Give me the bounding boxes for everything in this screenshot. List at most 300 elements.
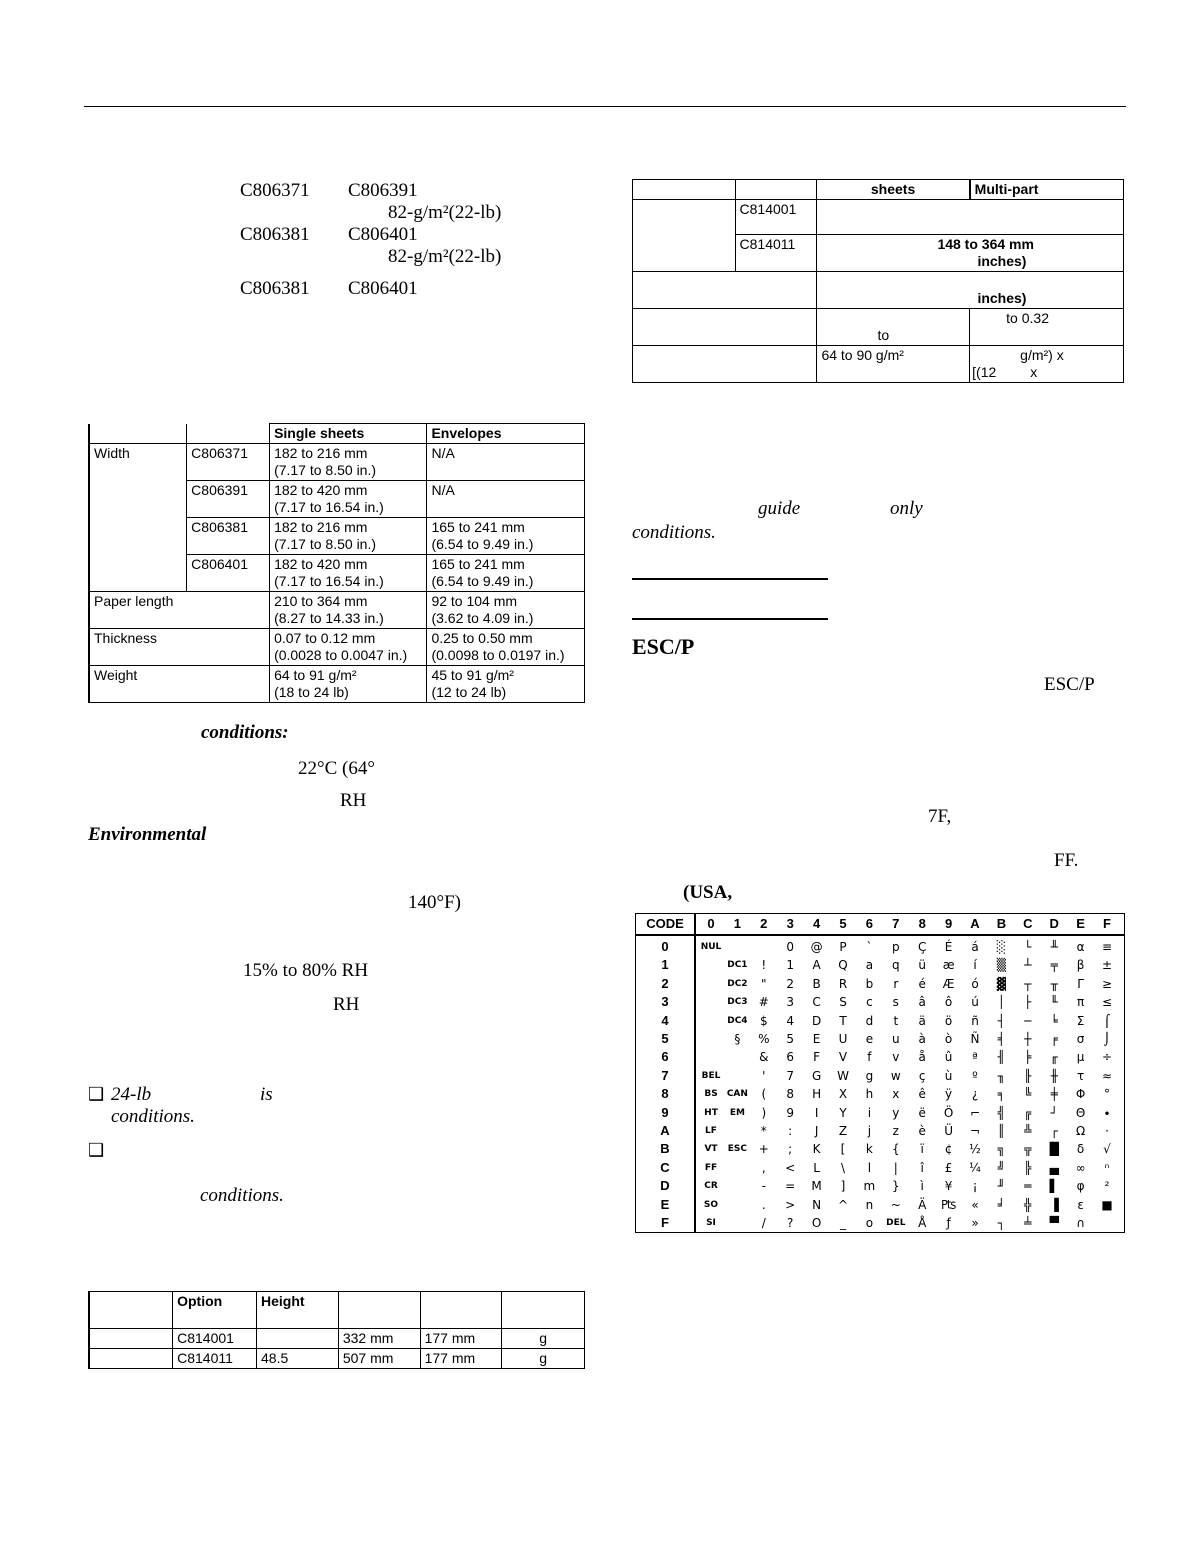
char-cell: 0 xyxy=(786,940,794,954)
char-cell: T xyxy=(839,1013,847,1028)
char-cell: 2 xyxy=(786,976,794,991)
char-cell: R xyxy=(838,976,848,991)
char-cell: ú xyxy=(971,995,979,1010)
value-line: (18 to 24 lb) xyxy=(274,684,349,700)
char-cell: DC2 xyxy=(727,978,748,989)
char-cell: ▒ xyxy=(996,958,1006,973)
char-cell: ╖ xyxy=(997,1068,1005,1083)
char-cell: É xyxy=(944,940,953,954)
checkbox-icon: ❑ xyxy=(88,1140,105,1160)
char-cell: } xyxy=(891,1179,900,1194)
header-option: Option xyxy=(173,1292,257,1329)
table-row xyxy=(633,309,1124,346)
table-row xyxy=(89,629,585,666)
env-cell xyxy=(427,444,585,481)
env-cell xyxy=(427,555,585,592)
cell xyxy=(817,235,1124,272)
char-cell: ≈ xyxy=(1101,1068,1113,1083)
char-cell: j xyxy=(867,1124,872,1138)
char-cell: b xyxy=(865,976,874,991)
char-cell: Z xyxy=(838,1124,848,1138)
single-cell xyxy=(270,481,427,518)
code-c806381-b: C806381 xyxy=(240,278,310,299)
char-cell: e xyxy=(865,1032,874,1046)
column-header: B xyxy=(996,916,1007,931)
char-cell: ! xyxy=(761,958,767,973)
char-cell: § xyxy=(734,1032,741,1046)
char-cell: é xyxy=(918,976,926,991)
char-cell: ∙ xyxy=(1103,1105,1111,1120)
char-cell: V xyxy=(838,1050,848,1065)
conditions-text: conditions. xyxy=(632,522,716,543)
char-cell: Ä xyxy=(918,1197,927,1212)
char-cell: ë xyxy=(918,1105,926,1120)
code-cell: C814011 xyxy=(735,235,817,272)
char-cell: Θ xyxy=(1075,1105,1086,1120)
value-line: 182 to 216 mm xyxy=(274,519,368,535)
char-cell: DC1 xyxy=(727,960,748,971)
header-height: Height xyxy=(257,1292,339,1329)
char-cell: û xyxy=(944,1050,953,1065)
char-cell: τ xyxy=(1076,1068,1085,1083)
char-cell: DEL xyxy=(886,1218,906,1228)
char-cell: ▓ xyxy=(996,976,1006,991)
char-cell: Y xyxy=(839,1105,847,1120)
cell: g xyxy=(502,1329,585,1349)
column-header: C xyxy=(1023,916,1033,931)
char-cell: o xyxy=(865,1216,874,1230)
char-cell: ╛ xyxy=(997,1197,1005,1212)
char-cell: Ω xyxy=(1076,1124,1086,1138)
char-cell: 4 xyxy=(786,1013,794,1028)
char-cell: ▌ xyxy=(1049,1179,1059,1194)
char-cell: ▄ xyxy=(1049,1160,1059,1175)
conditions-label: conditions: xyxy=(201,722,289,743)
char-cell: BEL xyxy=(701,1070,721,1081)
column-header: F xyxy=(1103,916,1111,931)
char-cell: @ xyxy=(810,940,823,954)
char-cell: : xyxy=(788,1124,793,1138)
row-header: A xyxy=(660,1123,670,1138)
char-cell: a xyxy=(865,958,874,973)
table-header-row xyxy=(89,1292,585,1329)
header-single-sheets: Single sheets xyxy=(270,424,427,444)
row-header: D xyxy=(660,1178,670,1194)
char-cell: 8 xyxy=(786,1087,794,1102)
char-cell: H xyxy=(812,1087,822,1102)
char-cell: ═ xyxy=(1024,1179,1032,1194)
row-header: 9 xyxy=(661,1104,669,1120)
char-cell: ┤ xyxy=(997,1013,1005,1028)
cell: 48.5 xyxy=(257,1349,339,1369)
character-code-table xyxy=(635,913,1125,1233)
cell: inches) xyxy=(817,272,1124,309)
char-cell: ê xyxy=(918,1087,926,1102)
column-header: A xyxy=(970,916,980,931)
char-cell: î xyxy=(920,1160,924,1175)
char-cell: « xyxy=(971,1197,979,1212)
char-cell: ╚ xyxy=(1024,1087,1032,1102)
code-c806401-b: C806401 xyxy=(348,278,418,299)
char-cell: ╨ xyxy=(1050,940,1058,954)
env-cell xyxy=(427,481,585,518)
char-cell: √ xyxy=(1103,1142,1111,1157)
char-cell: ₧ xyxy=(940,1197,957,1212)
header-cell xyxy=(89,424,187,444)
char-cell: > xyxy=(785,1197,796,1212)
char-cell: α xyxy=(1076,940,1085,954)
table-header-row xyxy=(633,180,1124,200)
char-cell: NUL xyxy=(700,942,722,952)
value-line: (7.17 to 8.50 in.) xyxy=(274,536,377,552)
char-cell: K xyxy=(812,1142,821,1157)
option-paper-table xyxy=(632,179,1124,383)
char-cell: ? xyxy=(787,1216,794,1230)
char-cell: ╝ xyxy=(997,1160,1005,1175)
env-cell xyxy=(427,666,585,703)
char-cell: G xyxy=(811,1068,822,1083)
char-cell: DC4 xyxy=(727,1015,748,1026)
char-cell: ≥ xyxy=(1101,976,1113,991)
header-envelopes: Envelopes xyxy=(427,424,585,444)
checkbox-icon: ❑ xyxy=(88,1084,105,1104)
char-cell: ≡ xyxy=(1101,940,1113,954)
char-cell: ≤ xyxy=(1101,995,1113,1010)
value-line: (0.0028 to 0.0047 in.) xyxy=(274,647,408,663)
char-cell: l xyxy=(867,1160,872,1175)
code-header: CODE xyxy=(646,916,684,931)
char-cell: ╞ xyxy=(1024,1050,1032,1065)
char-cell: ┼ xyxy=(1024,1032,1032,1046)
char-cell: h xyxy=(865,1087,874,1102)
char-cell: â xyxy=(918,995,926,1010)
char-cell: ╜ xyxy=(997,1179,1005,1194)
cell xyxy=(633,272,817,309)
char-cell: 3 xyxy=(786,995,794,1010)
char-cell: + xyxy=(758,1142,769,1157)
value-line: [(12 xyxy=(972,364,997,380)
single-cell xyxy=(270,518,427,555)
char-cell: ¿ xyxy=(971,1087,979,1102)
char-cell: á xyxy=(971,940,979,954)
char-cell: ö xyxy=(944,1013,953,1028)
char-cell: ) xyxy=(761,1105,767,1120)
char-cell: ╥ xyxy=(1050,976,1058,991)
table-row xyxy=(89,666,585,703)
value-line: x xyxy=(1030,364,1038,380)
char-cell: C xyxy=(812,995,821,1010)
rh-text-1: RH xyxy=(340,790,367,811)
char-cell: W xyxy=(837,1068,849,1083)
char-cell: = xyxy=(785,1179,796,1194)
char-cell: FF xyxy=(704,1162,718,1173)
value-line: 45 to 91 g/m² xyxy=(431,667,514,683)
char-cell: ( xyxy=(761,1087,767,1102)
char-cell: F xyxy=(813,1050,821,1065)
value-line: 64 to 91 g/m² xyxy=(274,667,357,683)
char-cell: ¡ xyxy=(972,1179,978,1194)
row-label: Thickness xyxy=(89,629,270,666)
code-cell: C806401 xyxy=(187,555,270,592)
char-cell: B xyxy=(812,976,821,991)
char-cell: ò xyxy=(944,1032,953,1046)
row-header: 8 xyxy=(661,1086,669,1102)
temperature-text: 22°C (64° xyxy=(298,758,375,779)
char-cell: ⌠ xyxy=(1103,1013,1111,1028)
char-cell: ÿ xyxy=(945,1087,953,1102)
escp-text: ESC/P xyxy=(1044,674,1095,695)
char-cell: ù xyxy=(944,1068,953,1083)
row-header: C xyxy=(660,1159,670,1175)
char-cell: º xyxy=(972,1068,978,1083)
column-header: D xyxy=(1049,916,1059,931)
char-cell: ┌ xyxy=(1050,1124,1058,1138)
header-rule xyxy=(84,106,1126,107)
row-header: 0 xyxy=(661,939,669,954)
cell xyxy=(817,200,1124,235)
char-cell: { xyxy=(891,1142,900,1157)
char-cell: ╤ xyxy=(1050,958,1058,973)
char-cell: I xyxy=(814,1105,819,1120)
char-cell: q xyxy=(891,958,900,973)
char-cell: £ xyxy=(944,1160,953,1175)
header-cell xyxy=(187,424,270,444)
column-header: 8 xyxy=(918,916,926,931)
char-cell: à xyxy=(918,1032,926,1046)
char-cell: * xyxy=(760,1124,767,1138)
char-cell: å xyxy=(918,1050,926,1065)
char-cell: ▀ xyxy=(1049,1216,1059,1230)
char-cell: ╪ xyxy=(1050,1087,1058,1102)
char-cell: σ xyxy=(1076,1032,1085,1046)
cell: to 0.32 xyxy=(970,309,1124,346)
char-cell: v xyxy=(892,1050,900,1065)
char-cell: δ xyxy=(1076,1142,1085,1157)
char-cell: ║ xyxy=(997,1124,1005,1138)
char-cell: J xyxy=(814,1124,819,1138)
row-header: 7 xyxy=(661,1067,669,1083)
char-cell: ┴ xyxy=(1024,958,1032,973)
value-line: (6.54 to 9.49 in.) xyxy=(431,536,534,552)
char-cell: ` xyxy=(866,940,873,954)
char-cell: X xyxy=(838,1087,848,1102)
row-header: 2 xyxy=(661,975,669,991)
char-cell: ╢ xyxy=(997,1050,1005,1065)
row-label: Weight xyxy=(89,666,270,703)
char-table-divider xyxy=(694,914,696,1232)
column-header: 3 xyxy=(786,916,794,931)
char-cell: CR xyxy=(704,1181,718,1192)
column-header: E xyxy=(1076,916,1085,931)
cell: g xyxy=(502,1349,585,1369)
column-header: 5 xyxy=(839,916,847,931)
cell xyxy=(633,346,817,383)
cell: 64 to 90 g/m² xyxy=(817,346,970,383)
char-cell: ª xyxy=(972,1050,978,1065)
option-table xyxy=(88,1291,585,1369)
char-cell: ì xyxy=(920,1179,924,1194)
char-cell: ± xyxy=(1101,958,1113,973)
char-cell: ó xyxy=(971,976,979,991)
char-cell: π xyxy=(1076,995,1085,1010)
char-cell: c xyxy=(866,995,873,1010)
char-cell: ┬ xyxy=(1024,976,1032,991)
char-cell: p xyxy=(891,940,900,954)
ff-text: FF. xyxy=(1054,850,1079,871)
char-cell: n xyxy=(865,1197,874,1212)
char-cell: ╘ xyxy=(1050,1013,1058,1028)
char-cell: u xyxy=(891,1032,900,1046)
char-cell: s xyxy=(892,995,899,1010)
table-row xyxy=(633,272,1124,309)
temperature-text-2: 140°F) xyxy=(408,892,461,913)
value-line: 0.07 to 0.12 mm xyxy=(274,630,376,646)
char-cell: ╩ xyxy=(1024,1124,1032,1138)
note-24lb: 24-lb xyxy=(111,1084,152,1105)
char-cell: ╟ xyxy=(1024,1068,1032,1083)
char-cell: E xyxy=(812,1032,821,1046)
value-line: 210 to 364 mm xyxy=(274,593,368,609)
char-cell: µ xyxy=(1076,1050,1085,1065)
cell: 332 mm xyxy=(338,1329,420,1349)
cell: to xyxy=(817,309,970,346)
char-cell: 6 xyxy=(786,1050,794,1065)
header-cell xyxy=(735,180,817,200)
cell xyxy=(633,200,736,272)
char-cell: Ç xyxy=(917,940,927,954)
char-cell: ╓ xyxy=(1050,1050,1058,1065)
char-cell: ╦ xyxy=(1024,1142,1032,1157)
row-header: F xyxy=(661,1215,669,1230)
char-cell: █ xyxy=(1049,1142,1059,1157)
cell xyxy=(257,1329,339,1349)
char-cell: ├ xyxy=(1024,995,1032,1010)
char-cell: ÷ xyxy=(1101,1050,1113,1065)
char-cell: % xyxy=(758,1032,770,1046)
char-cell: r xyxy=(893,976,899,991)
char-cell: m xyxy=(863,1179,876,1194)
char-cell: Ö xyxy=(943,1105,954,1120)
char-cell: t xyxy=(893,1013,899,1028)
char-cell: A xyxy=(812,958,821,973)
note-conditions-2: conditions. xyxy=(200,1185,284,1206)
code-cell: C814001 xyxy=(735,200,817,235)
char-cell: ╫ xyxy=(1050,1068,1058,1083)
value-line: (12 to 24 lb) xyxy=(431,684,507,700)
cell: 177 mm xyxy=(420,1349,502,1369)
char-cell: í xyxy=(973,958,977,973)
cell: 507 mm xyxy=(338,1349,420,1369)
char-cell: ½ xyxy=(969,1142,981,1157)
char-cell: BS xyxy=(704,1089,718,1100)
char-cell: ╣ xyxy=(997,1105,1005,1120)
char-cell: ╧ xyxy=(1024,1216,1032,1230)
paper-spec-table xyxy=(88,423,585,703)
char-cell: [ xyxy=(840,1142,846,1157)
char-cell: f xyxy=(867,1050,872,1065)
char-cell: z xyxy=(892,1124,899,1138)
char-cell: CAN xyxy=(726,1089,748,1100)
value-line: 0.25 to 0.50 mm xyxy=(431,630,533,646)
char-cell: Q xyxy=(838,958,848,973)
char-cell: ñ xyxy=(971,1013,979,1028)
char-cell: L xyxy=(813,1160,820,1175)
char-cell: ¼ xyxy=(969,1160,981,1175)
char-cell: ^ xyxy=(837,1197,849,1212)
char-cell: Å xyxy=(918,1216,927,1230)
char-cell: , xyxy=(761,1160,766,1175)
char-cell: ⁿ xyxy=(1104,1160,1110,1175)
char-cell: ¢ xyxy=(944,1142,953,1157)
header-cell xyxy=(420,1292,502,1329)
char-cell: ┘ xyxy=(1050,1105,1058,1120)
single-cell xyxy=(270,555,427,592)
char-cell: x xyxy=(892,1087,900,1102)
char-cell: Ü xyxy=(944,1124,953,1138)
only-text: only xyxy=(890,498,923,519)
env-cell xyxy=(427,629,585,666)
char-cell: < xyxy=(785,1160,796,1175)
table-row xyxy=(633,200,1124,235)
section-rule-2 xyxy=(632,618,828,620)
char-cell: DC3 xyxy=(727,997,748,1008)
single-cell xyxy=(270,592,427,629)
row-header: 3 xyxy=(661,994,669,1010)
char-cell: . xyxy=(761,1197,766,1212)
char-cell: O xyxy=(811,1216,822,1230)
single-cell xyxy=(270,629,427,666)
char-cell: # xyxy=(758,995,769,1010)
rh-range-text: 15% to 80% RH xyxy=(243,960,369,981)
char-cell: ] xyxy=(840,1179,846,1194)
char-cell: k xyxy=(865,1142,873,1157)
value-line: 182 to 420 mm xyxy=(274,482,368,498)
value-line: 92 to 104 mm xyxy=(431,593,518,609)
value-line: (7.17 to 16.54 in.) xyxy=(274,499,384,515)
char-cell: " xyxy=(761,976,767,991)
table-row xyxy=(89,1349,585,1369)
char-cell: ° xyxy=(1104,1087,1110,1102)
column-header: 4 xyxy=(812,916,821,931)
single-cell xyxy=(270,444,427,481)
environmental-heading: Environmental xyxy=(88,824,207,845)
char-cell: - xyxy=(761,1179,766,1194)
char-cell: ESC xyxy=(727,1144,748,1155)
value-line: inches) xyxy=(977,253,1027,269)
char-cell: HT xyxy=(704,1107,718,1118)
char-cell: Γ xyxy=(1077,976,1084,991)
row-header: 1 xyxy=(661,957,669,973)
row-label: Paper length xyxy=(89,592,270,629)
char-cell: ─ xyxy=(1024,1013,1032,1028)
usa-text: (USA, xyxy=(683,882,733,903)
code-cell: C806371 xyxy=(187,444,270,481)
char-cell: ⌐ xyxy=(969,1105,981,1120)
cell: C814001 xyxy=(173,1329,257,1349)
char-cell: S xyxy=(839,995,847,1010)
single-cell xyxy=(270,666,427,703)
header-cell xyxy=(338,1292,420,1329)
char-cell: ╙ xyxy=(1050,995,1058,1010)
char-cell: VT xyxy=(704,1144,718,1155)
char-cell: i xyxy=(867,1105,872,1120)
char-cell: ¬ xyxy=(969,1124,981,1138)
env-cell xyxy=(427,518,585,555)
char-cell: ╬ xyxy=(1024,1197,1032,1212)
cell xyxy=(89,1329,173,1349)
value-line: 182 to 216 mm xyxy=(274,445,368,461)
char-cell: ╕ xyxy=(997,1087,1005,1102)
